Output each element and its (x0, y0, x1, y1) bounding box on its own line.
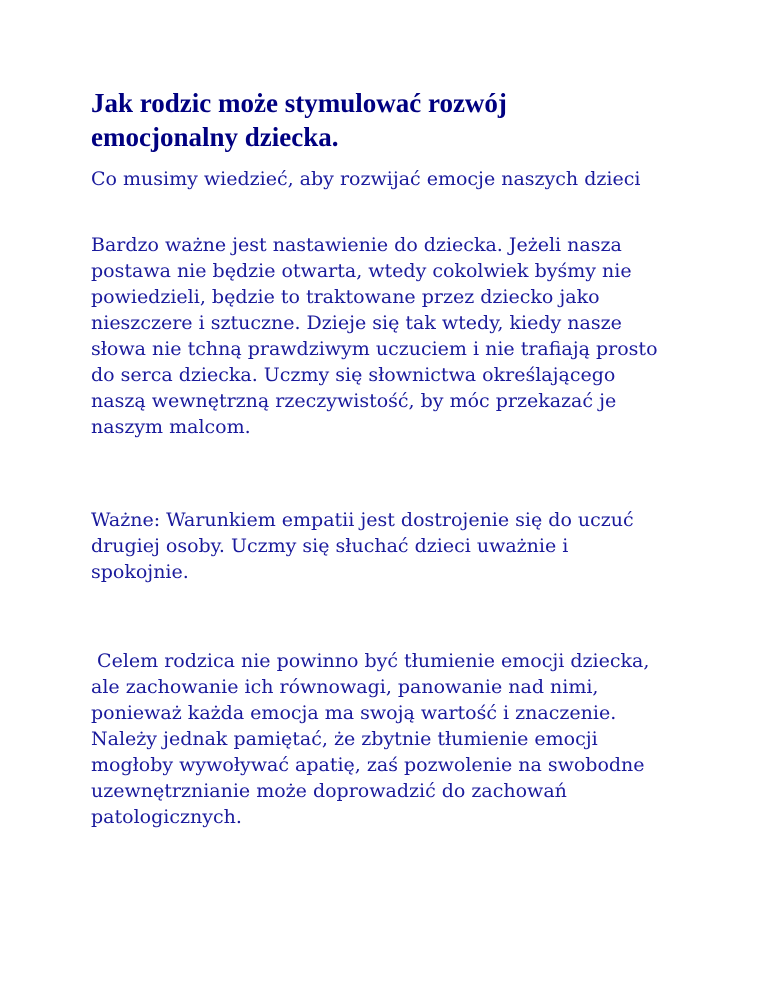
paragraph-empathy-note: Ważne: Warunkiem empatii jest dostrojenie się do uczuć drugiej osoby. Uczmy się słuchać dzieci uważnie i spokojnie. (91, 509, 640, 583)
paragraph-attitude: Bardzo ważne jest nastawienie do dziecka. Jeżeli nasza postawa nie będzie otwarta, wtedy cokolwiek byśmy nie powiedzieli, będzie to traktowane przez dziecko jako nieszczere i sztuczne. Dzieje się tak wtedy, kiedy nasze słowa nie tchną prawdziwym uczuciem i nie trafiają prosto do serca dziecka. Uczmy się słownictwa określającego naszą wewnętrzną rzeczywistość, by móc przekazać je naszym malcom. (91, 234, 664, 438)
document-title: Jak rodzic może stymulować rozwój emocjonalny dziecka. (91, 88, 507, 152)
document-subtitle: Co musimy wiedzieć, aby rozwijać emocje naszych dzieci (91, 168, 641, 190)
paragraph-parent-goal: Celem rodzica nie powinno być tłumienie emocji dziecka, ale zachowanie ich równowagi, panowanie nad nimi, ponieważ każda emocja ma swoją wartość i znaczenie. Należy jednak pamiętać, że zbytnie tłumienie emocji mogłoby wywoływać apatię, zaś pozwolenie na swobodne uzewnętrznianie może doprowadzić do zachowań patologicznych. (91, 650, 656, 828)
